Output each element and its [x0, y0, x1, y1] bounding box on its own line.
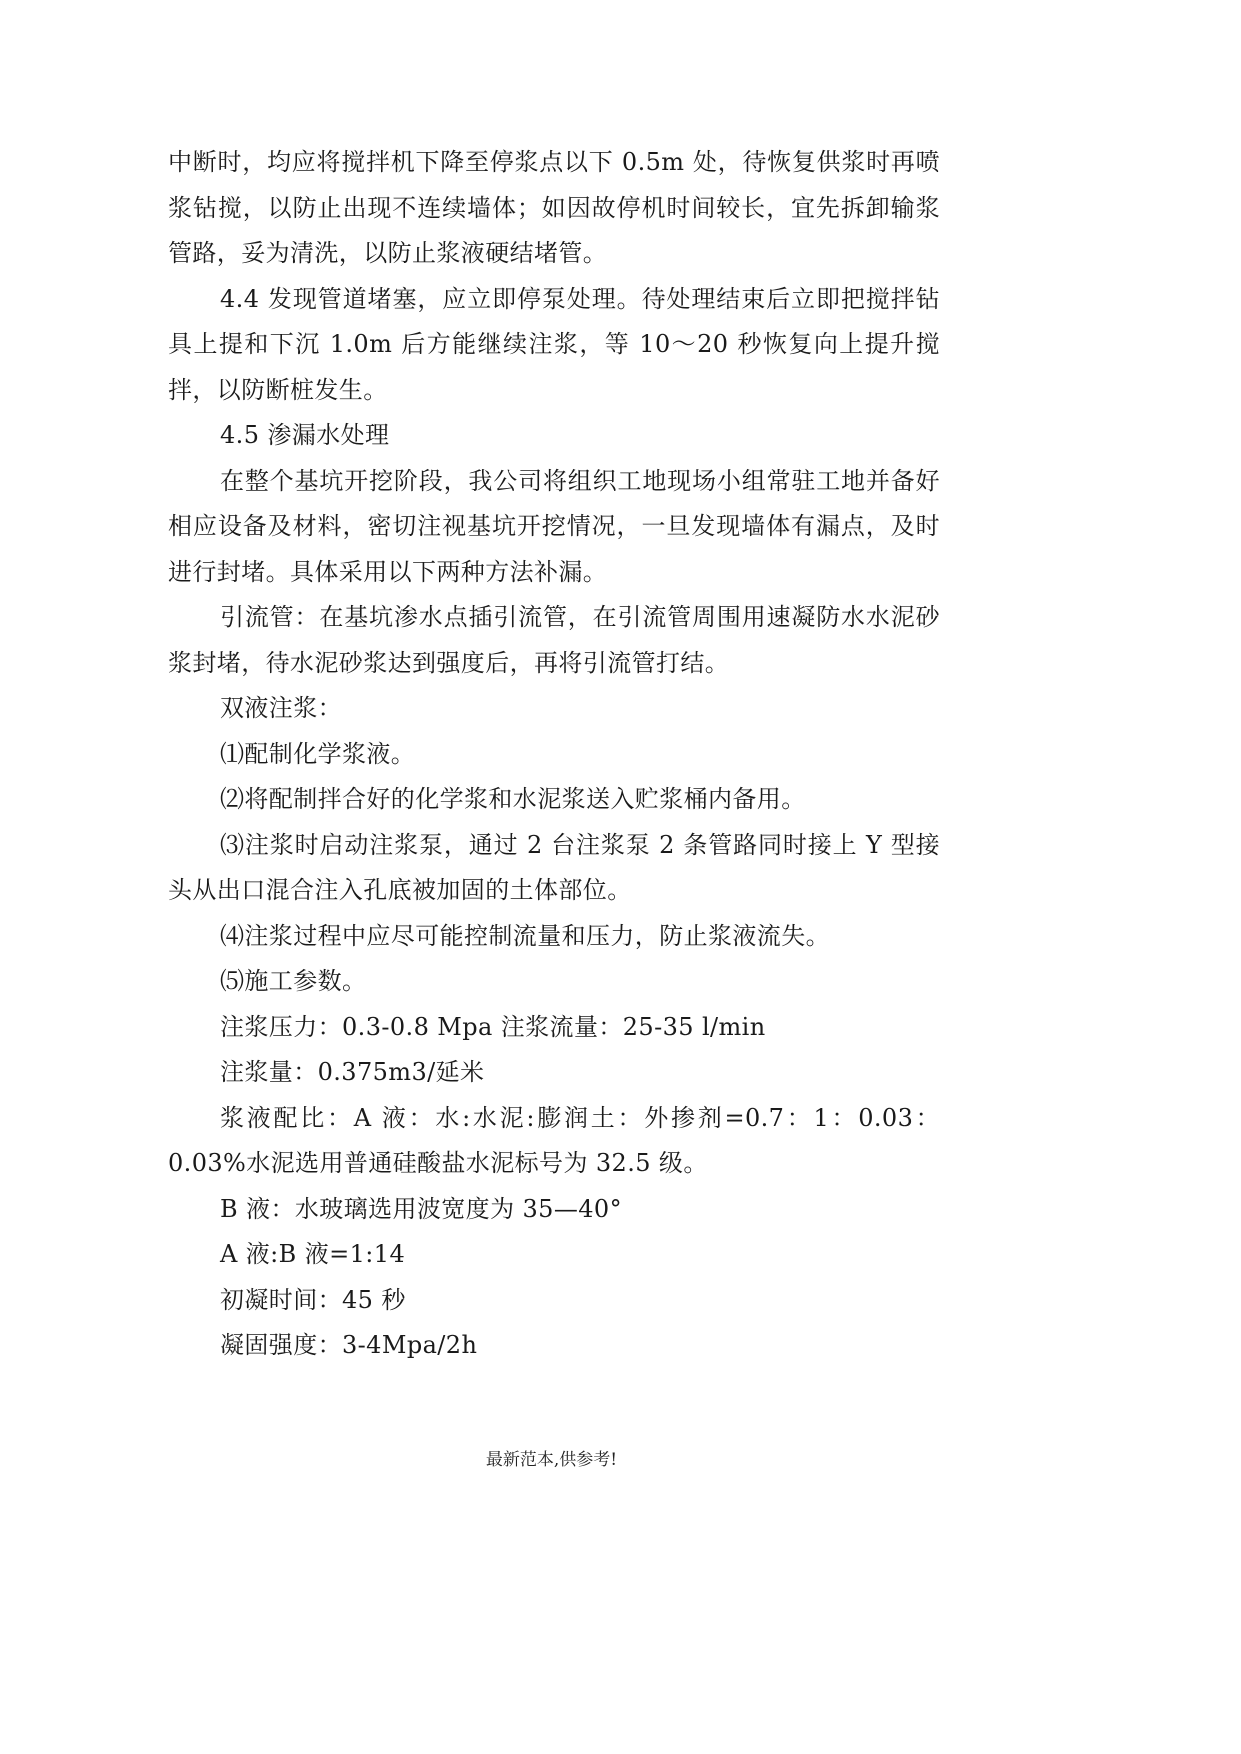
param-initial-setting-time: 初凝时间：45 秒	[220, 1285, 406, 1314]
list-item-5-parameters: ⑸施工参数。	[220, 967, 367, 995]
paragraph-4-4-pipe-blockage: 4.4 发现管道堵塞，应立即停泵处理。待处理结束后立即把搅拌钻具上提和下沉 1.0m 后方能继续注浆，等 10～20 秒恢复向上提升搅拌，以防断桩发生。	[168, 284, 940, 404]
paragraph-drainage-pipe: 引流管：在基坑渗水点插引流管，在引流管周围用速凝防水水泥砂浆封堵，待水泥砂浆达到强度后，再将引流管打结。	[168, 603, 940, 677]
param-a-b-ratio: A 液:B 液=1:14	[220, 1240, 406, 1268]
page-footer: 最新范本,供参考!	[485, 1450, 618, 1470]
param-grouting-volume: 注浆量：0.375m3/延米	[220, 1058, 485, 1086]
document-body	[168, 140, 940, 1369]
paragraph-double-liquid-grouting: 双液注浆：	[220, 694, 342, 722]
param-b-liquid: B 液：水玻璃选用波宽度为 35—40°	[220, 1194, 622, 1223]
list-item-4-control-flow: ⑷注浆过程中应尽可能控制流量和压力，防止浆液流失。	[220, 921, 830, 950]
heading-4-5-seepage-treatment: 4.5 渗漏水处理	[220, 421, 390, 449]
param-setting-strength: 凝固强度：3-4Mpa/2h	[220, 1331, 478, 1359]
paragraph-excavation-monitoring: 在整个基坑开挖阶段，我公司将组织工地现场小组常驻工地并备好相应设备及材料，密切注视基坑开挖情况，一旦发现墙体有漏点，及时进行封堵。具体采用以下两种方法补漏。	[168, 466, 940, 586]
param-grouting-pressure: 注浆压力：0.3-0.8 Mpa 注浆流量：25-35 l/min	[220, 1012, 766, 1041]
param-slurry-ratio: 浆液配比：A 液：水:水泥:膨润土：外掺剂=0.7：1：0.03：0.03%水泥选用普通硅酸盐水泥标号为 32.5 级。	[168, 1103, 940, 1177]
list-item-1-prepare-slurry: ⑴配制化学浆液。	[220, 739, 416, 768]
list-item-2-storage-bucket: ⑵将配制拌合好的化学浆和水泥浆送入贮浆桶内备用。	[220, 785, 806, 813]
list-item-3-start-pump: ⑶注浆时启动注浆泵，通过 2 台注浆泵 2 条管路同时接上 Y 型接头从出口混合注入孔底被加固的土体部位。	[168, 830, 940, 904]
paragraph-grouting-interruption: 中断时，均应将搅拌机下降至停浆点以下 0.5m 处，待恢复供浆时再喷浆钻搅，以防止出现不连续墙体；如因故停机时间较长，宜先拆卸输浆管路，妥为清洗，以防止浆液硬结堵管。	[168, 148, 940, 267]
